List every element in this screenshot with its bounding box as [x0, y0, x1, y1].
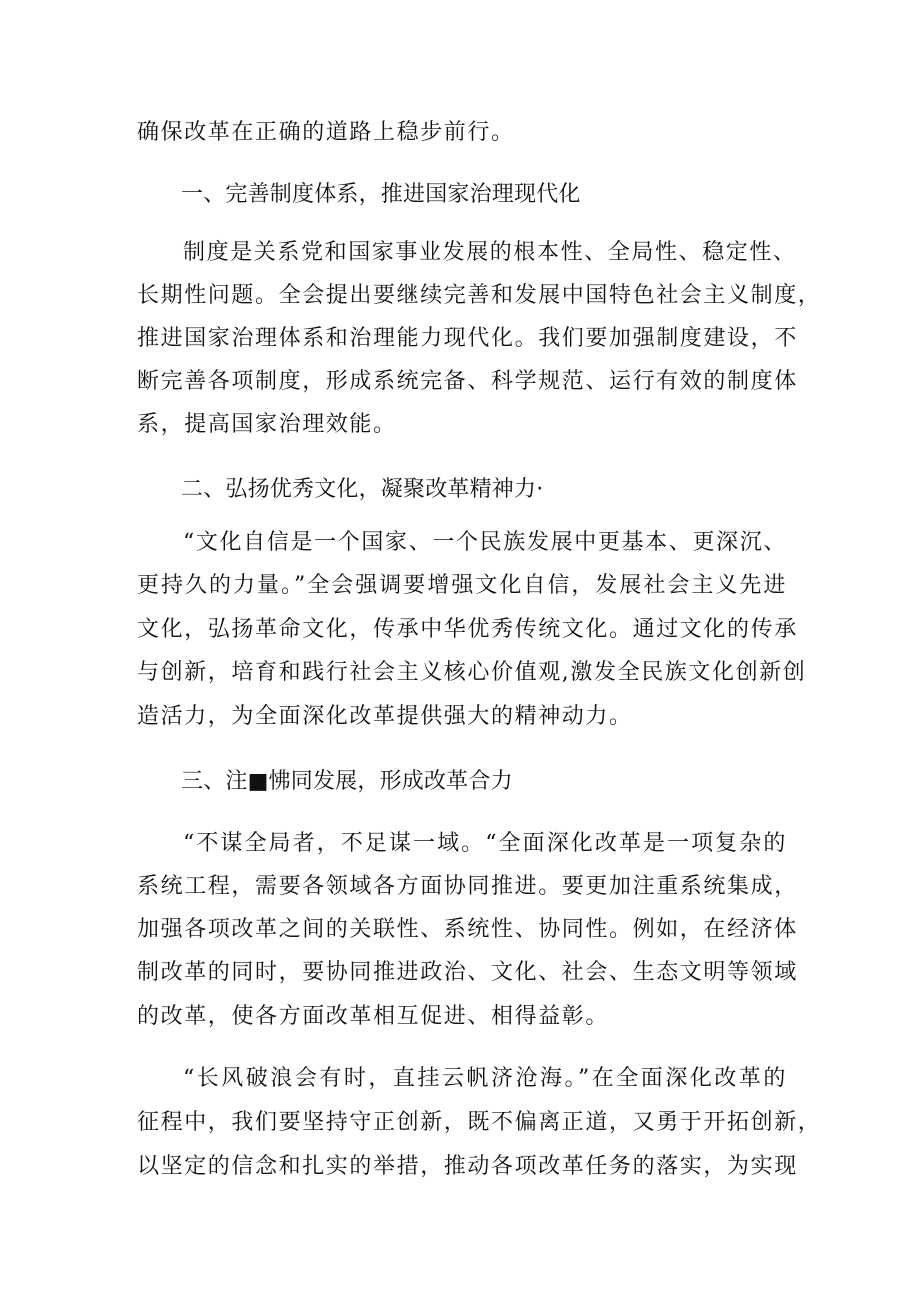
paragraph-line: 更持久的力量。”全会强调要增强文化自信，发展社会主义先进: [137, 573, 787, 598]
section-3-heading: 三、注■怫同发展，形成改革合力: [181, 769, 513, 794]
paragraph-line: 加强各项改革之间的关联性、系统性、协同性。例如，在经济体: [137, 917, 798, 942]
paragraph-line: 征程中，我们要坚持守正创新，既不偏离正道，又勇于开拓创新，: [137, 1110, 822, 1135]
intro-line: 确保改革在正确的道路上稳步前行。: [137, 120, 515, 145]
paragraph-line: “长风破浪会有时，直挂云帆济沧海。”在全面深化改革的: [183, 1066, 787, 1091]
paragraph-line: 长期性问题。全会提出要继续完善和发展中国特色社会主义制度，: [137, 283, 822, 308]
paragraph-line: 以坚定的信念和扎实的举措，推动各项改革任务的落实，为实现: [137, 1154, 798, 1179]
paragraph-line: 系，提高国家治理效能。: [137, 412, 397, 437]
paragraph-line: 制度是关系党和国家事业发展的根本性、全局性、稳定性、: [183, 240, 797, 265]
paragraph-line: “文化自信是一个国家、一个民族发展中更基本、更深沉、: [183, 530, 787, 555]
paragraph-line: “不谋全局者，不足谋一域。“全面深化改革是一项复杂的: [183, 831, 787, 856]
paragraph-line: 造活力，为全面深化改革提供强大的精神动力。: [137, 704, 633, 729]
paragraph-line: 系统工程，需要各领域各方面协同推进。要更加注重系统集成，: [137, 874, 798, 899]
section-2-heading: 二、弘扬优秀文化，凝聚改革精神力·: [181, 477, 544, 502]
paragraph-line: 文化，弘扬革命文化，传承中华优秀传统文化。通过文化的传承: [137, 617, 798, 642]
paragraph-line: 断完善各项制度，形成系统完备、科学规范、运行有效的制度体: [137, 369, 798, 394]
paragraph-line: 的改革，使各方面改革相互促进、相得益彰。: [137, 1004, 610, 1029]
paragraph-line: 与创新，培育和践行社会主义核心价值观,激发全民族文化创新创: [137, 660, 807, 685]
paragraph-line: 制改革的同时，要协同推进政治、文化、社会、生态文明等领域: [137, 960, 798, 985]
paragraph-line: 推进国家治理体系和治理能力现代化。我们要加强制度建设，不: [137, 326, 798, 351]
section-1-heading: 一、完善制度体系，推进国家治理现代化: [181, 182, 581, 207]
